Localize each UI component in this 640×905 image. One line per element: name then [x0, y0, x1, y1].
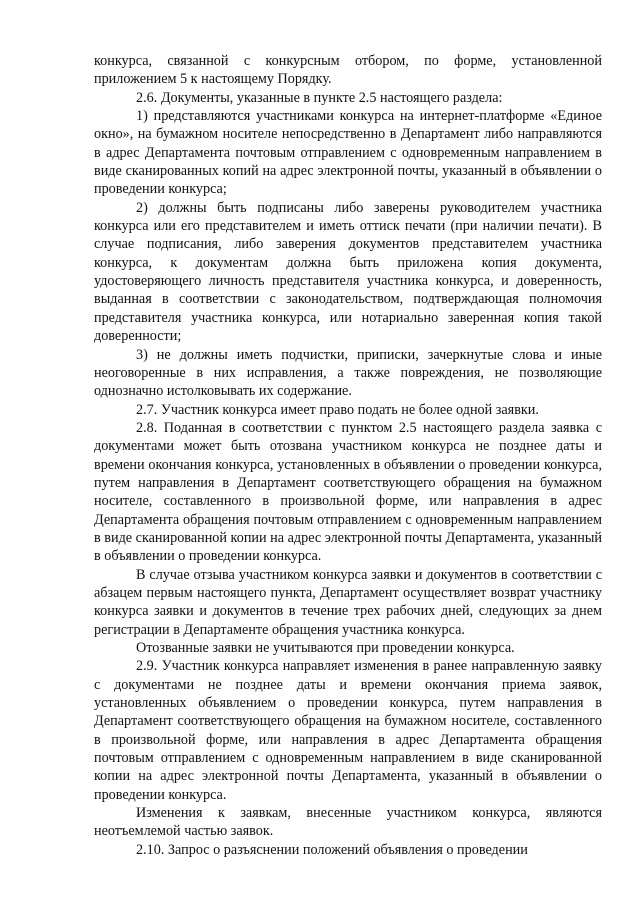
paragraph-2-6: 2.6. Документы, указанные в пункте 2.5 настоящего раздела:	[136, 89, 503, 106]
paragraph-2-8-not-counted: Отозванные заявки не учитываются при проведении конкурса.	[136, 640, 515, 656]
paragraph-2-6-item-3: 3) не должны иметь подчистки, приписки, зачеркнутые слова и иные неоговоренные в них исправления, а также повреждения, не позволяющие однозначно истолковывать их содержание.	[94, 346, 602, 400]
paragraph-2-7: 2.7. Участник конкурса имеет право подать не более одной заявки.	[136, 401, 539, 418]
paragraph-2-9-changes: Изменения к заявкам, внесенные участником конкурса, являются неотъемлемой частью заявок.	[94, 805, 602, 840]
paragraph-continuation: конкурса, связанной с конкурсным отбором, по форме, установленной приложением 5 к настоящему Порядку.	[94, 53, 602, 88]
paragraph-2-10: 2.10. Запрос о разъяснении положений объявления о проведении	[136, 841, 528, 858]
paragraph-2-9: 2.9. Участник конкурса направляет изменения в ранее направленную заявку с документами не позднее даты и времени окончания приема заявок, установленных объявлением о проведении конкурса, путем направления в Департамент соответствующего обращения на бумажном носителе, составленного в произвольной форме, или направления в адрес Департамента обращения почтовым отправлением с одновременным направлением в виде сканированной копии на адрес электронной почты Департамента, указанный в объявлении о проведении конкурса.	[94, 658, 602, 803]
paragraph-2-8: 2.8. Поданная в соответствии с пунктом 2.5 настоящего раздела заявка с документами может быть отозвана участником конкурса не позднее даты и времени окончания конкурса, установленных в объявлении о проведении конкурса, путем направления в Департамент соответствующего обращения на бумажном носителе, составленного в произвольной форме, или направления в адрес Департамента обращения почтовым отправлением с одновременным направлением в виде сканированной копии на адрес электронной почты Департамента, указанный в объявлении о проведении конкурса.	[94, 419, 602, 565]
paragraph-2-6-item-1: 1) представляются участниками конкурса на интернет-платформе «Единое окно», на бумажном носителе непосредственно в Департамент либо направляются в адрес Департамента почтовым отправлением с одновременным направлением в виде сканированных копий на адрес электронной почты, указанный в объявлении о проведении конкурса;	[94, 108, 602, 198]
paragraph-2-6-item-2: 2) должны быть подписаны либо заверены руководителем участника конкурса или его представителем и иметь оттиск печати (при наличии печати). В случае подписания, либо заверения документов представителем участника конкурса, к документам должна быть приложена копия документа, удостоверяющего личность представителя участника конкурса, и доверенность, выданная в соответствии с законодательством, подтверждающая полномочия представителя участника конкурса, или нотариально заверенная копия такой доверенности;	[94, 199, 602, 345]
paragraph-2-8-withdrawal: В случае отзыва участником конкурса заявки и документов в соответствии с абзацем первым настоящего пункта, Департамент осуществляет возврат участнику конкурса заявки и документов в течение трех рабочих дней, следующих за днем регистрации в Департаменте обращения участника конкурса.	[94, 566, 602, 638]
